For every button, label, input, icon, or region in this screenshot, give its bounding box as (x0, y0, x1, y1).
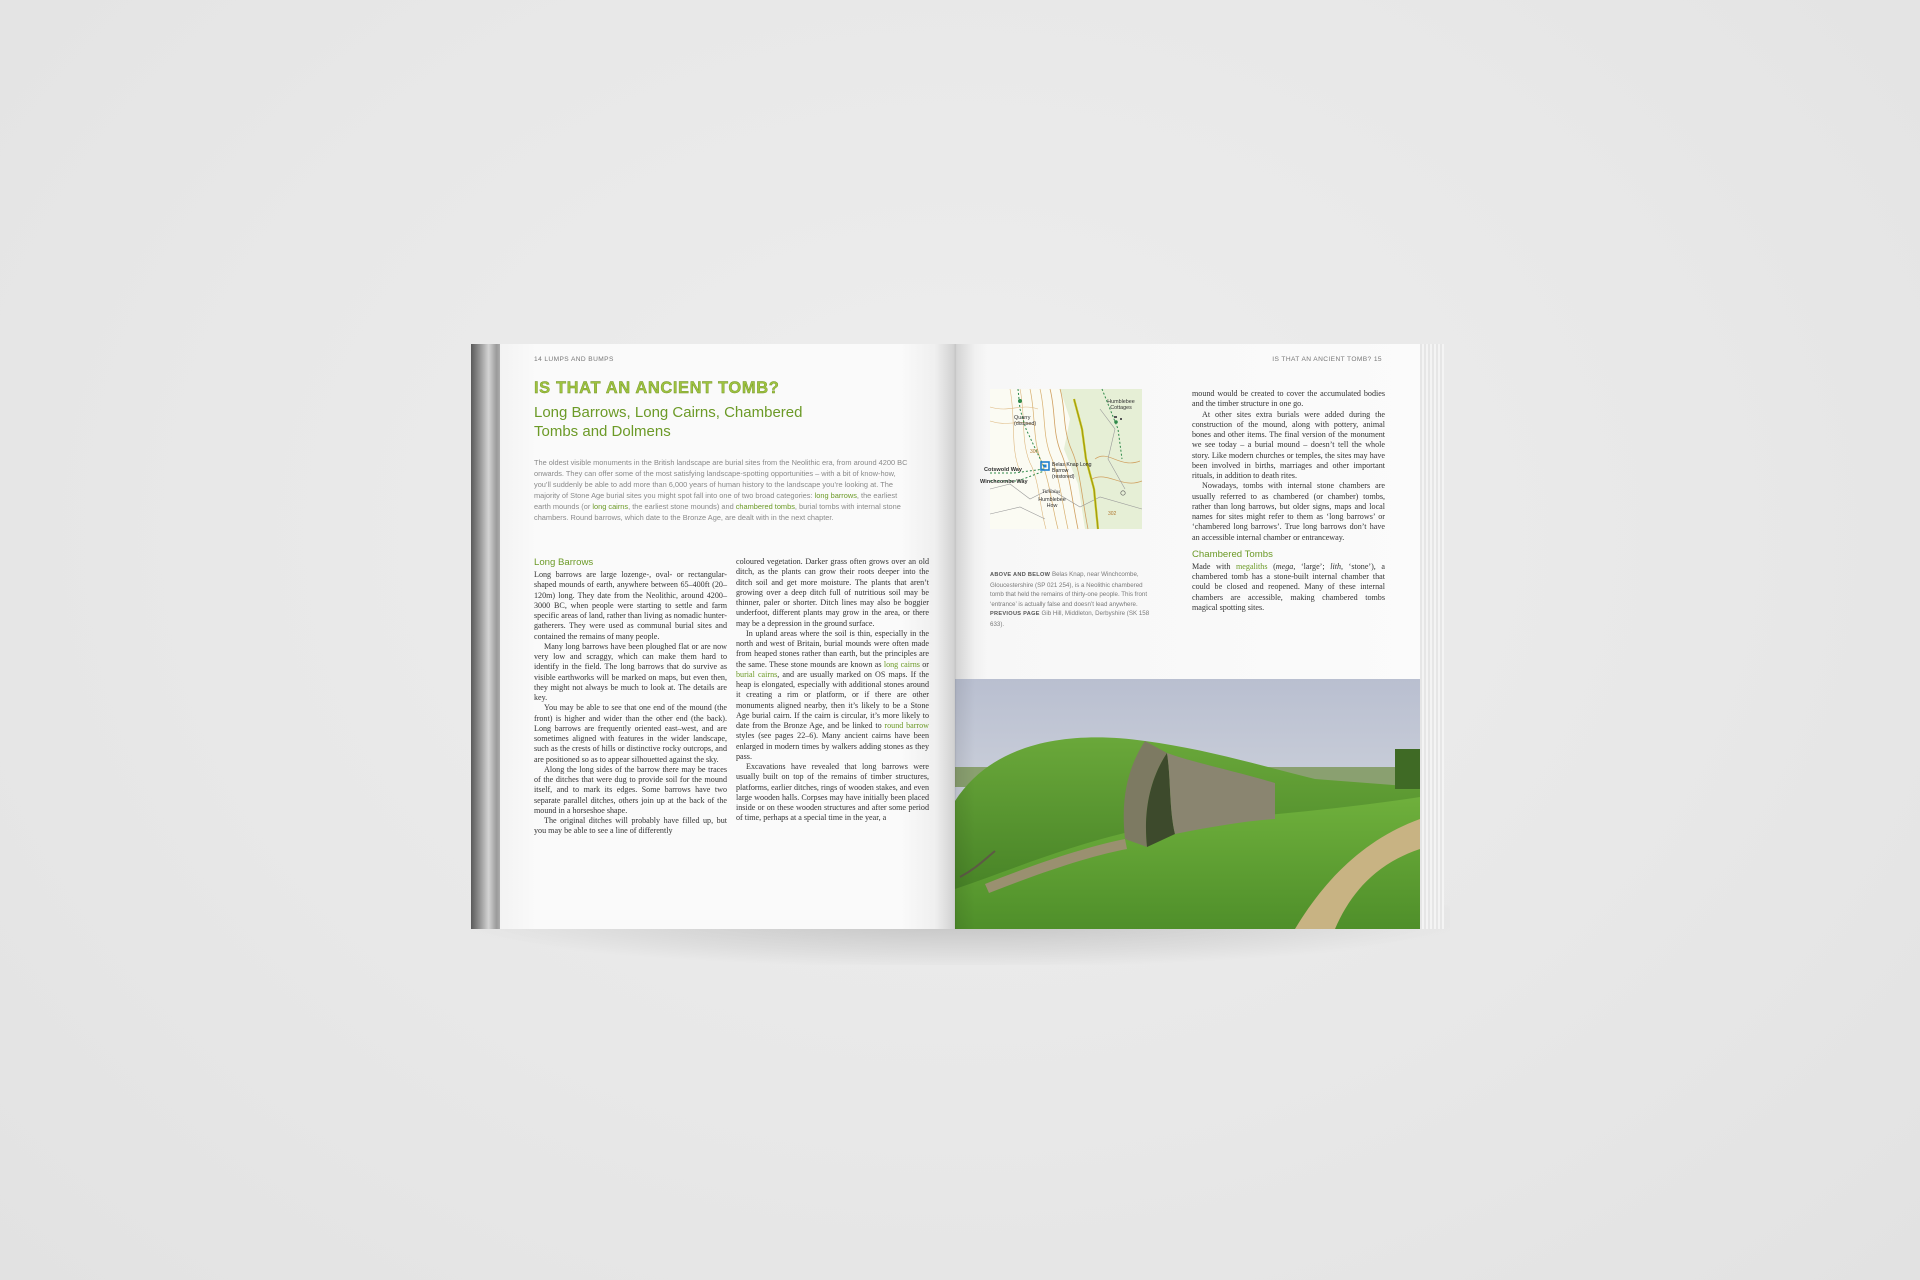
term-round-barrow: round barrow (884, 721, 929, 730)
body-paragraph: At other sites extra burials were added during the construction of the mound, along with pottery, animal bones and other items. The final version of the monument we see today – a burial mound – doesn’t tell the whole story. Like modern churches or temples, the sites may have been involved in births, marriages and other important rituals, in addition to death rites. (1192, 409, 1385, 480)
body-text: , ‘large’; (1293, 561, 1331, 571)
right-running-head: IS THAT AN ANCIENT TOMB? 15 (1272, 356, 1382, 363)
body-paragraph: coloured vegetation. Darker grass often grows over an old ditch, as the plants can grow their roots deeper into the ditch soil and get more moisture. The plants that aren’t growing over a deep ditch full of nutritious soil may be thinner, paler or shorter. Ditch lines may also be boggier underfoot, different plants may grow in the area, or there may be a depression in the ground surface. (736, 557, 929, 628)
body-paragraph (1192, 562, 1385, 613)
intro-text: , the earliest stone mounds) and (628, 502, 736, 511)
belas-knap-photo (955, 679, 1420, 929)
long-barrows-heading: Long Barrows (534, 557, 594, 568)
map-contour-300: 300 (1030, 449, 1039, 455)
map-label-cotswold-way: Cotswold Way (984, 467, 1023, 473)
body-paragraph: Nowadays, tombs with internal stone chambers are usually referred to as chambered (or chamber) tombs, rather than long barrows, but older signs, maps and local names for sites might refer to them as ‘long barrows’ or ‘chambered long barrows’. True long barrows don’t have an accessible internal chamber or entranceway. (1192, 481, 1385, 542)
body-text: ( (1267, 561, 1276, 571)
map-label-winchcombe-way: Winchcombe Way (980, 479, 1028, 485)
os-map-figure (980, 389, 1142, 529)
section-subheading: Long Barrows, Long Cairns, Chambered Tombs and Dolmens (534, 404, 803, 440)
map-label-humblebee-cottages: Humblebee Cottages (1107, 399, 1135, 411)
body-paragraph: Many long barrows have been ploughed flat or are now very low and scraggy, which can make them hard to identify in the field. The long barrows that do survive as visible earthworks will be marked on maps, but even then, they might not always be much to look at. The details are key. (534, 641, 727, 702)
body-text: , and are usually marked on OS maps. If the heap is elongated, especially with additional stones around it creating a rim or platform, or if there are other monuments aligned nearby, then it’s likely to be a Stone Age burial cairn. If the cairn is circular, it’s more likely to date from the Bronze Age, and be linked to (736, 669, 929, 730)
body-paragraph: mound would be created to cover the accumulated bodies and the timber structure in one go. (1192, 389, 1385, 409)
body-text: , ‘stone’), a chambered tomb has a stone-built internal chamber that could be closed and reopened. Many of these internal chambers are accessible, making chambered tombs magical spotting sites. (1192, 561, 1386, 612)
landscape-photo-graphic (955, 679, 1420, 929)
right-column (1192, 389, 1385, 613)
term-long-barrows: long barrows (814, 491, 857, 500)
map-label-humblebee-how: Humblebee How (1038, 497, 1066, 509)
book-right-edge (1418, 344, 1444, 929)
term-megaliths: megaliths (1236, 561, 1268, 571)
caption-text: Belas Knap, near Winchcombe, Gloucestershire (SP 021 254), is a Neolithic chambered tomb that held the remains of thirty-one people. This front ‘entrance’ is actually false and doesn’t lead anywhere. (990, 571, 1148, 608)
intro-text: , the earliest earth mounds (or (534, 491, 898, 511)
body-paragraph: Long barrows are large lozenge-, oval- or rectangular-shaped mounds of earth, anywhere between 65–400ft (20–120m) long. They date from the Neolithic, around 4200–3000 BC, when people were starting to settle and farm specific areas of land, rather than living as nomadic hunter-gatherers. They were used as communal burial sites and contained the remains of many people. (534, 570, 727, 641)
body-text: Made with (1192, 561, 1237, 571)
term-chambered-tombs: chambered tombs (735, 502, 795, 511)
book-gutter (935, 344, 975, 929)
left-column-2 (736, 557, 929, 824)
body-paragraph: Along the long sides of the barrow there may be traces of the ditches that were dug to provide soil for the mound itself, and to mark its edges. Some barrows have two separate parallel ditches, others join up at the back of the mound in a horseshoe shape. (534, 764, 727, 815)
map-label-quarry: Quarry (disused) (1014, 415, 1037, 427)
intro-paragraph (534, 457, 914, 523)
left-column-1 (534, 557, 727, 837)
map-label-tumulus: Tumulus (1042, 489, 1061, 495)
chambered-tombs-heading: Chambered Tombs (1192, 548, 1273, 560)
section-heading: IS THAT AN ANCIENT TOMB? (534, 379, 780, 397)
body-paragraph (736, 629, 929, 762)
body-text: In upland areas where the soil is thin, especially in the north and west of Britain, burial mounds were often made from heaped stones rather than earth, but the principles are the same. These stone mounds are known as (736, 628, 929, 669)
body-paragraph: The original ditches will probably have filled up, but you may be able to see a line of differently (534, 816, 727, 836)
term-burial-cairns: burial cairns (736, 669, 778, 679)
left-page (500, 344, 955, 929)
intro-text: The oldest visible monuments in the British landscape are burial sites from the Neolithic era, from around 4200 BC onwards. They can offer some of the most satisfying landscape-spotting opportunities – with a bit of know-how, you’ll suddenly be able to add more than 6,000 years of human history to the landscape you’re looking at. The majority of Stone Age burial sites you might spot fall into one of two broad categories: (534, 458, 908, 500)
body-paragraph: You may be able to see that one end of the mound (the front) is higher and wider than the other end (the back). Long barrows are frequently oriented east–west, and are sometimes aligned with features in the wider landscape, such as the crests of hills or distinctive rocky outcrops, and are positioned so as to appear silhouetted against the sky. (534, 703, 727, 764)
map-label-belas-knap: Belas Knap Long Barrow (restored) (1052, 462, 1092, 480)
right-page (955, 344, 1420, 929)
book-left-edge (471, 344, 503, 929)
caption-label: PREVIOUS PAGE (990, 611, 1040, 618)
term-long-cairns: long cairns (883, 659, 920, 669)
figure-caption (990, 570, 1150, 630)
term-mega: mega (1275, 561, 1294, 571)
term-long-cairns: long cairns (592, 502, 629, 511)
body-text: or (919, 659, 929, 669)
caption-label: ABOVE AND BELOW (990, 572, 1051, 578)
map-contour-302: 302 (1108, 511, 1117, 517)
body-paragraph: Excavations have revealed that long barrows were usually built on top of the remains of timber structures, platforms, earlier ditches, rings of wooden stakes, and even large wooden halls. Corpses may have initially been placed inside or on these wooden structures and after some period of time, perhaps at a special time in the year, a (736, 762, 929, 823)
intro-text: , burial tombs with internal stone chambers. Round barrows, which date to the Bronze Age, are dealt with in the next chapter. (534, 502, 901, 522)
body-text: styles (see pages 22–6). Many ancient cairns have been enlarged in modern times by walkers adding stones as they pass. (736, 731, 929, 761)
left-running-head: 14 LUMPS AND BUMPS (534, 356, 614, 363)
term-lith: lith (1330, 561, 1342, 571)
caption-text: Gib Hill, Middleton, Derbyshire (SK 158 633). (990, 610, 1150, 628)
